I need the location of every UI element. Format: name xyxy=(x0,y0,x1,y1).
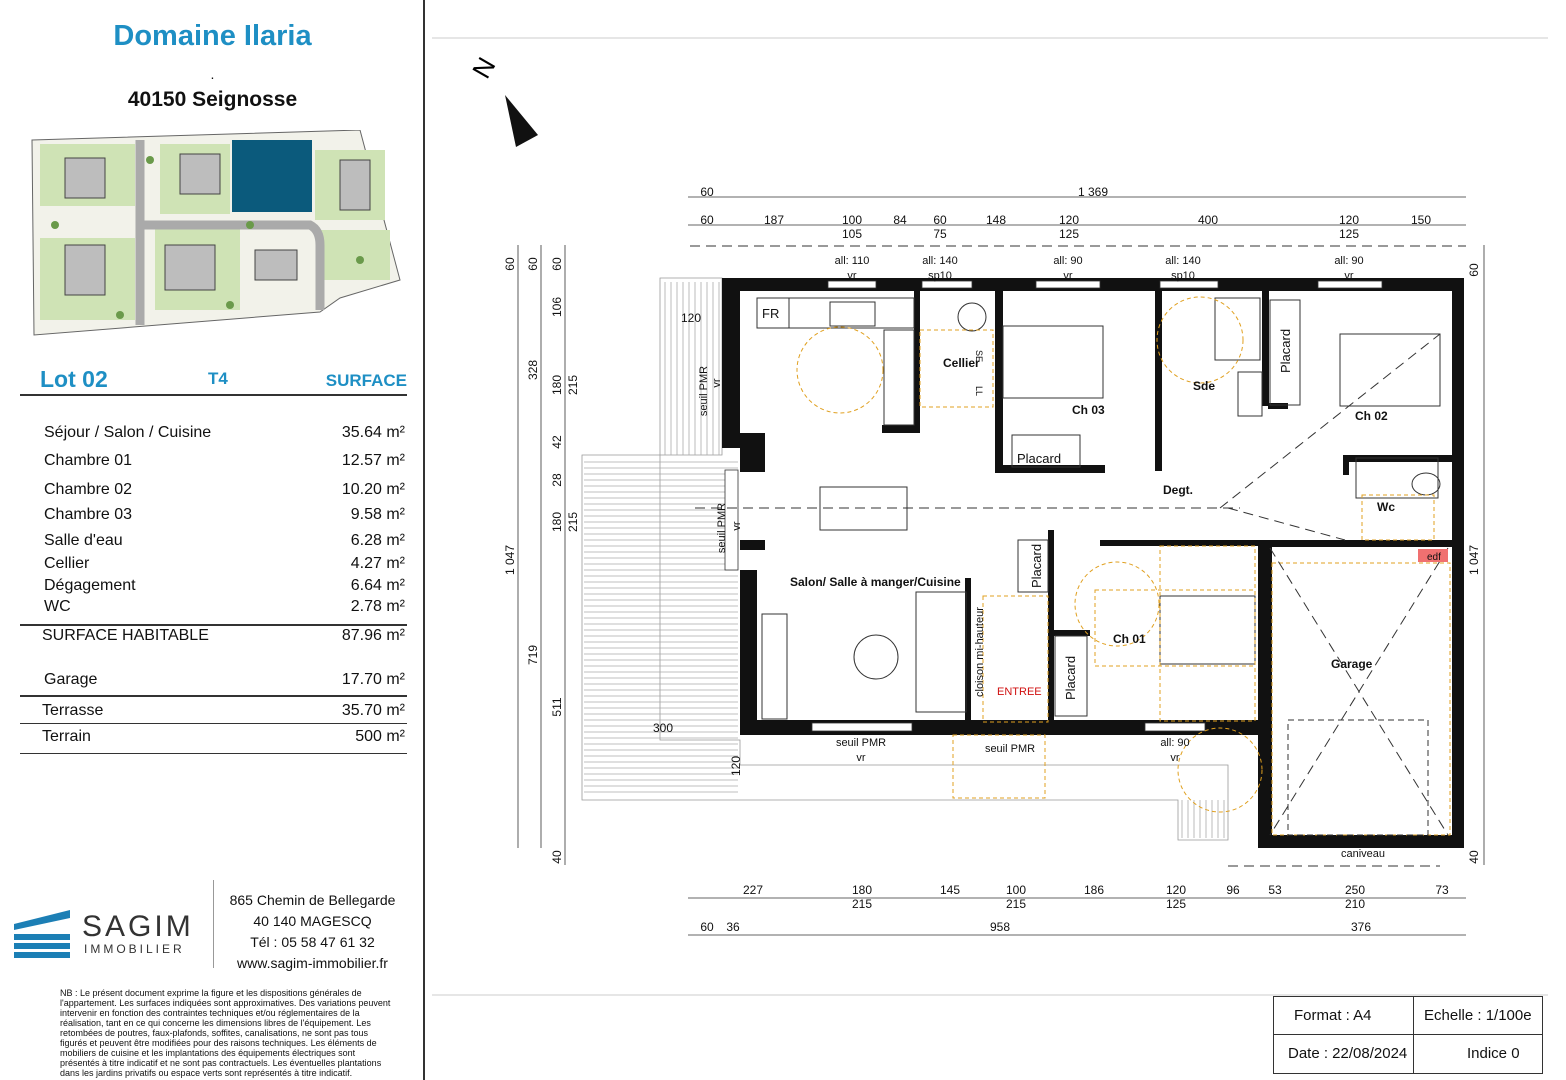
room-value: 35.64 m² xyxy=(341,424,405,441)
dim-label: 400 xyxy=(1197,213,1219,227)
room-label: Ch 01 xyxy=(1113,632,1146,646)
dim-label: 120 xyxy=(729,755,743,777)
dim-label: 60 xyxy=(700,920,714,934)
dim-label: 120 xyxy=(1338,213,1360,227)
room-value: 2.78 m² xyxy=(350,598,405,615)
room-label: Wc xyxy=(1377,500,1395,514)
room-name: Chambre 03 xyxy=(44,506,133,523)
room-label: Ch 02 xyxy=(1355,409,1388,423)
ll-label: LL xyxy=(974,386,984,397)
total-name: Garage xyxy=(44,671,98,688)
room-label: Salon/ Salle à manger/Cuisine xyxy=(790,575,961,589)
fridge-label: FR xyxy=(762,306,780,321)
turning-circles xyxy=(797,297,1450,835)
lot-label: Lot 02 xyxy=(40,366,108,392)
dim-label: 60 xyxy=(700,213,714,227)
disclaimer-note: NB : Le présent document exprime la figure et les dispositions générales de l'appartement. Les surfaces indiquées sont approximatives. Des variations peuvent intervenir en fonction des contraintes techniques et/ou réglementaires de la réalisation, tant en ce qui concerne les dimensions libres de l'équipement. Les retombées de poutres, faux-plafonds, soffites, canalisations, ne sont pas tous figurés et peuvent être modifiées pour des raisons techniques. Les éléments de mobiliers de cuisine et les implantations des équipements électriques sont présentés à titre indicatif et ne sont pas contractuels. Les éventuelles plantations dans les jardins privatifs ou espace verts sont représentés à titre indicatif. xyxy=(60,988,391,1078)
total-value: 500 m² xyxy=(355,728,405,745)
total-value: 17.70 m² xyxy=(341,671,405,688)
allege-label: all: 90 xyxy=(1334,255,1364,267)
date-label: Date : 22/08/2024 xyxy=(1288,1045,1408,1062)
room-name: Cellier xyxy=(44,555,90,572)
reference-lines xyxy=(690,246,1466,866)
threshold-label: seuil PMR xyxy=(835,737,887,749)
total-name: SURFACE HABITABLE xyxy=(42,627,209,644)
divider xyxy=(20,753,407,754)
dim-label: 60 xyxy=(933,213,947,227)
sp-label: sp10 xyxy=(1171,270,1195,282)
dim-label: 1 047 xyxy=(1467,544,1481,576)
logo-mark-icon xyxy=(14,910,78,960)
phone: Tél : 05 58 47 61 32 xyxy=(250,934,375,950)
shutter-label: vr xyxy=(711,378,723,388)
floor-plan xyxy=(427,0,1566,1080)
dim-label: 215 xyxy=(566,374,580,396)
room-name: Chambre 01 xyxy=(44,452,133,469)
dim-label: 145 xyxy=(939,883,961,897)
dim-label: 215 xyxy=(566,511,580,533)
room-label: Ch 03 xyxy=(1072,403,1105,417)
shutter-label: vr xyxy=(847,270,857,282)
shutter-label: vr xyxy=(1063,270,1073,282)
divider xyxy=(20,624,407,626)
threshold-label: seuil PMR xyxy=(984,743,1036,755)
room-label: Degt. xyxy=(1163,483,1193,497)
dim-label: 1 047 xyxy=(503,544,517,576)
threshold-label: seuil PMR xyxy=(698,365,710,417)
room-label: Sde xyxy=(1193,379,1216,393)
shutter-label: vr xyxy=(1344,270,1354,282)
dim-label: 180 xyxy=(550,374,564,396)
allege-label: all: 140 xyxy=(1165,255,1201,267)
north-arrow-icon xyxy=(505,95,538,147)
entrance-label: ENTREE xyxy=(997,686,1042,698)
room-name: Séjour / Salon / Cuisine xyxy=(44,424,212,441)
room-label: Cellier xyxy=(943,356,980,370)
placard-label: Placard xyxy=(1017,451,1062,466)
room-value: 4.27 m² xyxy=(350,555,405,572)
dim-label: 1 369 xyxy=(1077,185,1109,199)
se-label: SE xyxy=(974,350,984,363)
room-value: 12.57 m² xyxy=(341,452,405,469)
scale-label: Echelle : 1/100e xyxy=(1424,1007,1532,1024)
company-logo xyxy=(8,880,214,968)
room-label: Garage xyxy=(1331,657,1373,671)
dim-label: 187 xyxy=(763,213,785,227)
index-label: Indice 0 xyxy=(1467,1045,1520,1062)
north-label: N xyxy=(466,52,502,84)
format-label: Format : A4 xyxy=(1294,1007,1372,1024)
lot-header xyxy=(20,362,407,396)
title-block xyxy=(1273,996,1543,1074)
total-value: 87.96 m² xyxy=(341,627,405,644)
room-name: Salle d'eau xyxy=(44,532,123,549)
dim-label: 300 xyxy=(652,721,674,735)
dim-label: 120 xyxy=(1058,213,1080,227)
dim-label: 106 xyxy=(550,296,564,318)
allege-label: all: 140 xyxy=(922,255,958,267)
allege-label: all: 110 xyxy=(834,255,870,267)
dim-label: 36 xyxy=(726,920,740,934)
allege-label: all: 90 xyxy=(1053,255,1083,267)
edf-label: edf xyxy=(1427,552,1441,563)
company-address xyxy=(215,890,410,974)
dim-label: 719 xyxy=(526,644,540,666)
shutter-label: vr xyxy=(731,521,743,531)
site-plan-thumbnail xyxy=(20,130,405,342)
dim-label: 60 xyxy=(526,257,540,271)
dim-label: 120 xyxy=(1165,883,1187,897)
dim-label: 60 xyxy=(550,257,564,271)
dim-label: 84 xyxy=(893,213,907,227)
total-name: Terrasse xyxy=(42,702,104,719)
partition-label: cloison mi-hauteur xyxy=(974,607,986,697)
dim-label: 60 xyxy=(1467,263,1481,277)
dim-label: 250 xyxy=(1344,883,1366,897)
info-panel xyxy=(0,0,425,1080)
dim-label: 148 xyxy=(985,213,1007,227)
total-name: Terrain xyxy=(42,728,91,745)
website: www.sagim-immobilier.fr xyxy=(237,955,388,971)
dim-label: 958 xyxy=(989,920,1011,934)
garage-door-swing xyxy=(1288,720,1428,835)
dim-label: 180 xyxy=(550,511,564,533)
dim-label: 40 xyxy=(550,850,564,864)
surface-header: SURFACE xyxy=(325,371,407,390)
placard-label: Placard xyxy=(1063,655,1078,700)
project-title: Domaine Ilaria xyxy=(113,20,312,52)
dim-label: 215 xyxy=(851,897,873,911)
dim-label: 150 xyxy=(1410,213,1432,227)
dim-label: 227 xyxy=(742,883,764,897)
room-value: 9.58 m² xyxy=(350,506,405,523)
dim-label: 105 xyxy=(841,227,863,241)
address-line: 865 Chemin de Bellegarde xyxy=(229,892,396,908)
room-value: 10.20 m² xyxy=(341,481,405,498)
placard-label: Placard xyxy=(1278,328,1293,373)
shutter-label: vr xyxy=(856,752,866,764)
room-name: Chambre 02 xyxy=(44,481,133,498)
dimension-text xyxy=(503,185,1481,934)
dim-label: 60 xyxy=(700,185,714,199)
room-value: 6.28 m² xyxy=(350,532,405,549)
address-line: 40 140 MAGESCQ xyxy=(253,913,372,929)
dim-label: 100 xyxy=(841,213,863,227)
dim-label: 75 xyxy=(933,227,947,241)
dim-label: 210 xyxy=(1344,897,1366,911)
company-sub: IMMOBILIER xyxy=(84,942,185,956)
project-city: 40150 Seignosse xyxy=(127,88,298,111)
dim-label: 511 xyxy=(550,697,564,717)
room-name: Dégagement xyxy=(44,577,136,594)
terrace xyxy=(582,278,1228,840)
dim-label: 73 xyxy=(1435,883,1449,897)
room-value: 6.64 m² xyxy=(350,577,405,594)
dim-label: 120 xyxy=(680,311,702,325)
dim-label: 328 xyxy=(526,359,540,381)
dim-label: 125 xyxy=(1165,897,1187,911)
threshold-label: seuil PMR xyxy=(716,502,728,554)
dim-label: 215 xyxy=(1005,897,1027,911)
dim-label: 42 xyxy=(550,435,564,449)
total-value: 35.70 m² xyxy=(341,702,405,719)
sp-label: sp10 xyxy=(928,270,952,282)
lot-type: T4 xyxy=(208,369,228,388)
dim-label: 40 xyxy=(1467,850,1481,864)
company-name: SAGIM xyxy=(82,910,194,943)
dim-label: 180 xyxy=(851,883,873,897)
dim-label: 125 xyxy=(1058,227,1080,241)
dim-label: 60 xyxy=(503,257,517,271)
divider xyxy=(20,723,407,724)
dim-label: 125 xyxy=(1338,227,1360,241)
dim-label: 186 xyxy=(1083,883,1105,897)
dim-label: 53 xyxy=(1268,883,1282,897)
drain-label: caniveau xyxy=(1341,848,1386,860)
title-separator: . xyxy=(210,66,215,82)
shutter-label: vr xyxy=(1170,752,1180,764)
placard-label: Placard xyxy=(1029,543,1044,588)
dim-label: 376 xyxy=(1350,920,1372,934)
room-name: WC xyxy=(44,598,71,615)
allege-label: all: 90 xyxy=(1160,737,1190,749)
dim-label: 100 xyxy=(1005,883,1027,897)
dim-label: 96 xyxy=(1226,883,1240,897)
dim-label: 28 xyxy=(550,473,564,487)
divider xyxy=(20,695,407,697)
